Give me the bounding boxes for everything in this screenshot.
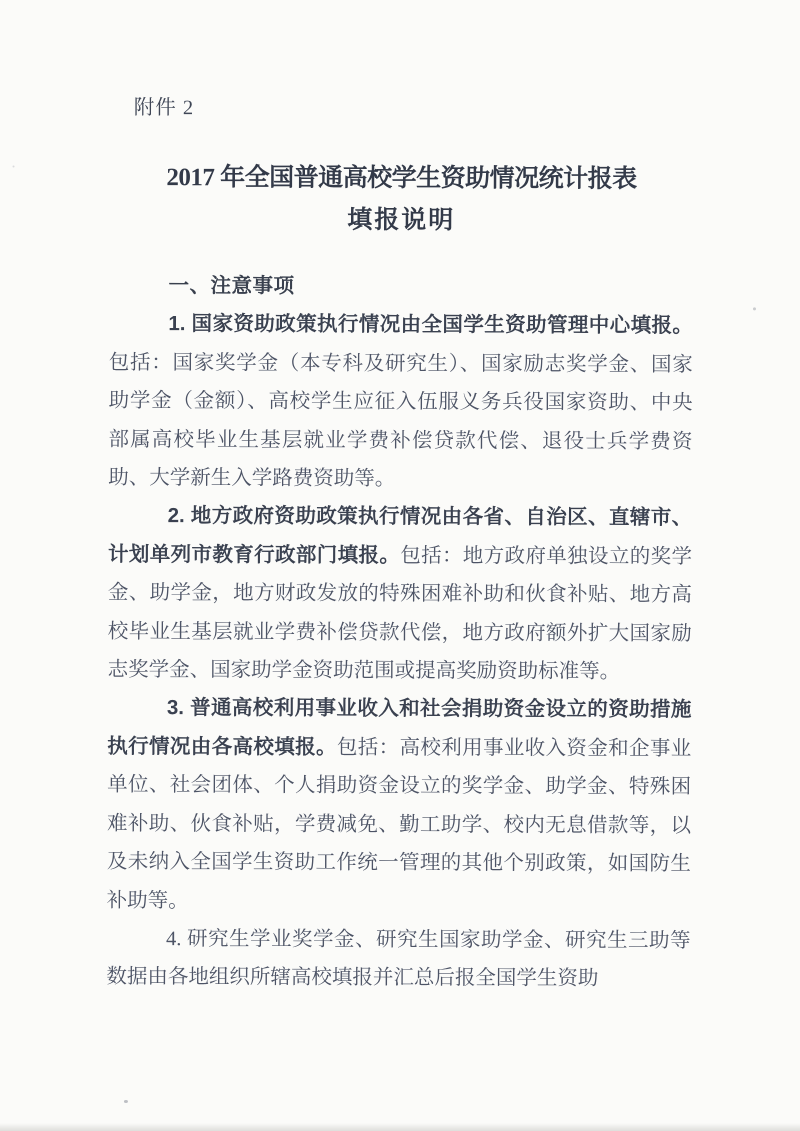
paragraph-2-body: 包括：地方政府单独设立的奖学金、助学金，地方财政发放的特殊困难补助和伙食补贴、地方高校毕业生基层就业学费补偿贷款代偿，地方政府额外扩大国家励志奖学金、国家助学金资助范围或提高奖励资助标准等。 bbox=[107, 544, 693, 683]
scan-speck bbox=[124, 1100, 128, 1103]
section-heading: 一、注意事项 bbox=[168, 274, 295, 298]
paragraph-4 bbox=[106, 920, 690, 999]
document-title-line-1: 2017 年全国普通高校学生资助情况统计报表 bbox=[166, 164, 637, 193]
paragraph-2-lead: 2. 地方政府资助政策执行情况由各省、自治区、直辖市、计划单列市教育行政部门填报。 bbox=[107, 504, 693, 567]
scan-speck bbox=[753, 307, 756, 310]
scan-bottom-edge bbox=[0, 1123, 800, 1131]
document-title-line-2: 填报说明 bbox=[347, 206, 456, 235]
paragraph-3-lead: 3. 普通高校利用事业收入和社会捐助资金设立的资助措施执行情况由各高校填报。 bbox=[107, 696, 692, 759]
paragraph-1-body: 包括：国家奖学金（本专科及研究生）、国家励志奖学金、国家助学金（金额）、高校学生应征入伍服义务兵役国家资助、中央部属高校毕业生基层就业学费补偿贷款代偿、退役士兵学费资助、大学新生入学路费资助等。 bbox=[108, 351, 693, 491]
paragraph-3 bbox=[107, 689, 692, 922]
paragraph-1-lead: 1. 国家资助政策执行情况由全国学生资助管理中心填报。 bbox=[168, 312, 693, 338]
paragraph-2 bbox=[108, 497, 693, 691]
scan-speck bbox=[13, 166, 15, 168]
paragraph-3-body: 包括：高校利用事业收入资金和企事业单位、社会团体、个人捐助资金设立的奖学金、助学金、特殊困难补助、伙食补贴，学费减免、勤工助学、校内无息借款等，以及未纳入全国学生资助工作统一管理的其他个别政策，如国防生补助等。 bbox=[106, 736, 692, 912]
paragraph-4-body: 4. 研究生学业奖学金、研究生国家助学金、研究生三助等数据由各地组织所辖高校填报并汇总后报全国学生资助 bbox=[106, 928, 691, 991]
attachment-label: 附件 2 bbox=[133, 96, 195, 120]
document-title bbox=[1, 156, 800, 243]
paragraph-1 bbox=[108, 305, 693, 499]
document-body bbox=[106, 267, 693, 999]
